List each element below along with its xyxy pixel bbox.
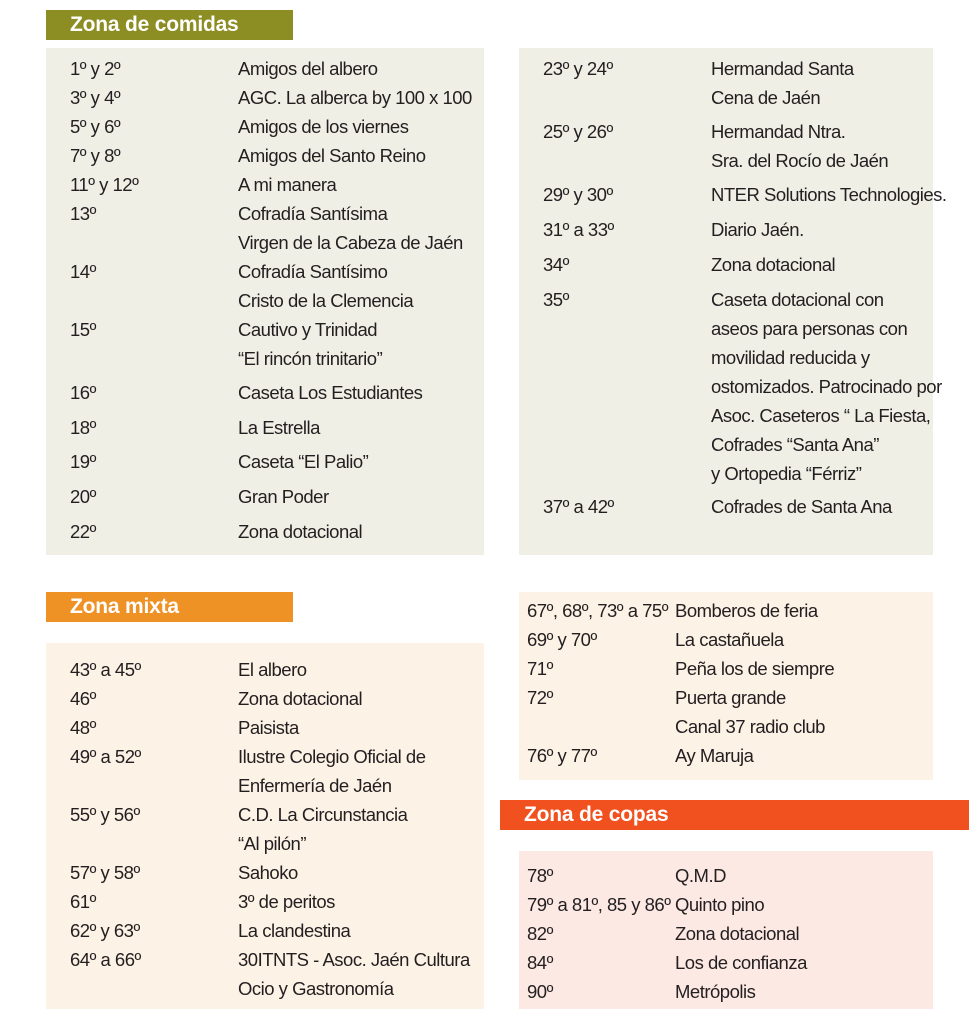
item-number: 48º — [70, 717, 96, 738]
item-name — [675, 683, 825, 741]
copas-heading: Zona de copas — [500, 800, 969, 830]
item-name-line: Amigos de los viernes — [238, 116, 409, 137]
item-name-line: Q.M.D — [675, 865, 726, 886]
item-name-line: La castañuela — [675, 629, 784, 650]
item-number: 1º y 2º — [70, 58, 121, 79]
item-name-line: Hermandad Ntra. — [711, 121, 846, 142]
item-name-line: La clandestina — [238, 920, 351, 941]
item-name-line: y Ortopedia “Férriz” — [711, 463, 862, 484]
item-name — [675, 977, 755, 1006]
item-number: 49º a 52º — [70, 746, 141, 767]
item-name — [238, 112, 408, 141]
item-name — [238, 684, 362, 713]
item-number: 34º — [543, 254, 569, 275]
item-number: 79º a 81º, 85 y 86º — [527, 894, 671, 915]
item-name-line: ostomizados. Patrocinado por — [711, 376, 942, 397]
item-name-line: Cofrades de Santa Ana — [711, 496, 892, 517]
item-name-line: Sra. del Rocío de Jaén — [711, 150, 889, 171]
item-name — [711, 117, 888, 175]
item-name — [238, 199, 463, 257]
item-name-line: Hermandad Santa — [711, 58, 854, 79]
mixta-right-panel — [519, 592, 933, 780]
item-name-line: Ay Maruja — [675, 745, 754, 766]
item-name — [238, 916, 350, 945]
item-name — [238, 858, 298, 887]
item-name — [238, 54, 378, 83]
item-number: 67º, 68º, 73º a 75º — [527, 600, 668, 621]
item-name-line: Metrópolis — [675, 981, 756, 1002]
item-name-line: C.D. La Circunstancia — [238, 804, 408, 825]
item-number: 69º y 70º — [527, 629, 597, 650]
item-name — [711, 215, 804, 244]
item-name-line: Cena de Jaén — [711, 87, 821, 108]
item-number: 72º — [527, 687, 553, 708]
item-number: 43º a 45º — [70, 659, 141, 680]
item-number: 76º y 77º — [527, 745, 597, 766]
comidas-right-panel — [519, 48, 947, 555]
item-name — [711, 285, 942, 488]
item-name-line: A mi manera — [238, 174, 337, 195]
item-number: 3º y 4º — [70, 87, 121, 108]
item-number: 20º — [70, 486, 96, 507]
item-name-line: Caseta Los Estudiantes — [238, 382, 423, 403]
mixta-left-panel — [46, 643, 484, 1009]
item-name-line: Zona dotacional — [238, 521, 363, 542]
item-name-line: movilidad reducida y — [711, 347, 870, 368]
item-number: 5º y 6º — [70, 116, 121, 137]
item-name-line: NTER Solutions Technologies. — [711, 184, 947, 205]
item-number: 22º — [70, 521, 96, 542]
item-number: 57º y 58º — [70, 862, 140, 883]
item-name — [675, 596, 818, 625]
item-name — [675, 654, 834, 683]
item-name — [711, 54, 854, 112]
item-number: 29º y 30º — [543, 184, 613, 205]
item-name-line: “El rincón trinitario” — [238, 348, 383, 369]
item-name-line: Los de confianza — [675, 952, 807, 973]
item-name — [711, 250, 835, 279]
item-number: 84º — [527, 952, 553, 973]
item-name-line: Diario Jaén. — [711, 219, 804, 240]
item-name — [238, 655, 307, 684]
item-name-line: Cautivo y Trinidad — [238, 319, 378, 340]
item-name — [238, 141, 425, 170]
item-number: 14º — [70, 261, 96, 282]
item-name-line: 30ITNTS - Asoc. Jaén Cultura — [238, 949, 470, 970]
item-name-line: AGC. La alberca by 100 x 100 — [238, 87, 472, 108]
item-name — [238, 378, 422, 407]
item-name-line: Puerta grande — [675, 687, 786, 708]
item-name-line: La Estrella — [238, 417, 320, 438]
item-name-line: Amigos del Santo Reino — [238, 145, 426, 166]
item-name-line: Virgen de la Cabeza de Jaén — [238, 232, 463, 253]
item-name — [675, 625, 784, 654]
item-name-line: Paisista — [238, 717, 299, 738]
item-name-line: Zona dotacional — [675, 923, 800, 944]
item-number: 64º a 66º — [70, 949, 141, 970]
item-name-line: Ocio y Gastronomía — [238, 978, 394, 999]
item-name — [675, 948, 807, 977]
item-name-line: “Al pilón” — [238, 833, 306, 854]
item-name — [238, 482, 329, 511]
item-number: 23º y 24º — [543, 58, 613, 79]
mixta-heading: Zona mixta — [46, 592, 293, 622]
item-number: 25º y 26º — [543, 121, 613, 142]
item-number: 15º — [70, 319, 96, 340]
item-number: 46º — [70, 688, 96, 709]
item-name — [238, 742, 426, 800]
item-name-line: Caseta dotacional con — [711, 289, 884, 310]
item-name-line: Cristo de la Clemencia — [238, 290, 414, 311]
item-number: 35º — [543, 289, 569, 310]
item-number: 7º y 8º — [70, 145, 121, 166]
item-number: 31º a 33º — [543, 219, 614, 240]
item-name-line: Enfermería de Jaén — [238, 775, 392, 796]
item-name — [238, 447, 368, 476]
item-number: 55º y 56º — [70, 804, 140, 825]
item-name-line: Gran Poder — [238, 486, 329, 507]
item-name — [711, 180, 947, 209]
item-number: 18º — [70, 417, 96, 438]
copas-panel — [519, 851, 933, 1009]
item-name-line: El albero — [238, 659, 307, 680]
item-name-line: Zona dotacional — [711, 254, 836, 275]
item-name-line: Sahoko — [238, 862, 298, 883]
item-name-line: Ilustre Colegio Oficial de — [238, 746, 426, 767]
item-name-line: Cofradía Santísimo — [238, 261, 388, 282]
item-name — [238, 170, 336, 199]
item-name — [238, 887, 335, 916]
item-number: 16º — [70, 382, 96, 403]
item-name — [711, 492, 892, 521]
item-number: 61º — [70, 891, 96, 912]
item-number: 90º — [527, 981, 553, 1002]
item-name-line: Caseta “El Palio” — [238, 451, 369, 472]
item-name-line: Peña los de siempre — [675, 658, 835, 679]
item-name-line: Cofrades “Santa Ana” — [711, 434, 879, 455]
item-name — [675, 890, 764, 919]
item-number: 19º — [70, 451, 96, 472]
item-name-line: Asoc. Caseteros “ La Fiesta, — [711, 405, 931, 426]
item-name-line: 3º de peritos — [238, 891, 335, 912]
item-name — [238, 315, 382, 373]
item-name-line: Quinto pino — [675, 894, 765, 915]
item-number: 71º — [527, 658, 553, 679]
item-number: 82º — [527, 923, 553, 944]
item-name — [238, 713, 299, 742]
item-number: 37º a 42º — [543, 496, 614, 517]
item-name — [675, 919, 799, 948]
item-number: 13º — [70, 203, 96, 224]
item-number: 62º y 63º — [70, 920, 140, 941]
item-name — [238, 83, 472, 112]
item-name — [238, 945, 470, 1003]
item-name — [675, 741, 753, 770]
item-name — [238, 800, 407, 858]
item-name-line: Cofradía Santísima — [238, 203, 388, 224]
item-name — [238, 257, 413, 315]
item-name-line: Amigos del albero — [238, 58, 378, 79]
item-number: 11º y 12º — [70, 174, 139, 195]
item-name — [675, 861, 726, 890]
item-name-line: Canal 37 radio club — [675, 716, 825, 737]
item-name-line: aseos para personas con — [711, 318, 908, 339]
item-name — [238, 517, 362, 546]
item-number: 78º — [527, 865, 553, 886]
comidas-left-panel — [46, 48, 484, 555]
comidas-heading: Zona de comidas — [46, 10, 293, 40]
item-name-line: Bomberos de feria — [675, 600, 818, 621]
item-name — [238, 413, 320, 442]
item-name-line: Zona dotacional — [238, 688, 363, 709]
